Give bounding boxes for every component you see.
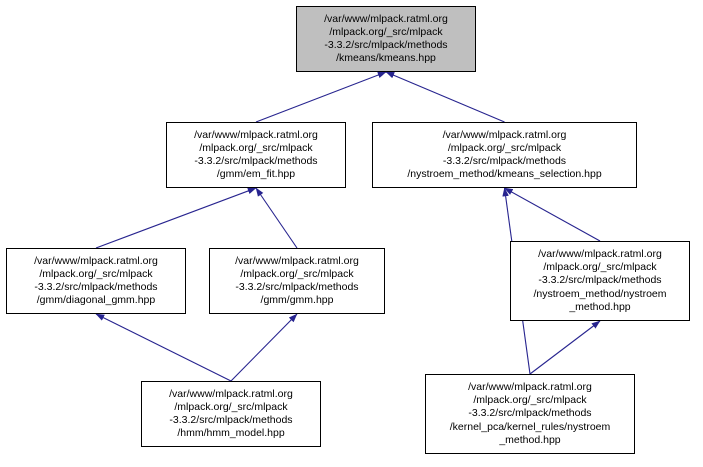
graph-edge-gmm-to-em_fit (256, 188, 297, 248)
graph-node-kernel_rules[interactable] (425, 374, 635, 454)
node-label-line: /gmm/gmm.hpp (260, 294, 334, 307)
node-label-line: /gmm/diagonal_gmm.hpp (36, 294, 156, 307)
graph-node-em_fit[interactable] (166, 122, 346, 188)
graph-edge-kernel_rules-to-nystroem_method (530, 321, 600, 374)
node-label-line: /hmm/hmm_model.hpp (177, 427, 285, 440)
node-label-line: /var/www/mlpack.ratml.org (194, 128, 318, 141)
node-label-line: /mlpack.org/_src/mlpack (240, 267, 354, 280)
graph-edge-nystroem_method-to-kmeans_selection (505, 188, 601, 241)
node-label-line: -3.3.2/src/mlpack/methods (194, 155, 318, 167)
graph-node-hmm_model[interactable] (141, 381, 321, 447)
node-label-line: /var/www/mlpack.ratml.org (34, 254, 158, 267)
node-label-line: _method.hpp (569, 300, 631, 313)
graph-node-nystroem_method[interactable] (510, 241, 690, 321)
node-label-line: /nystroem_method/nystroem (533, 287, 667, 300)
node-label-line: /var/www/mlpack.ratml.org (538, 247, 662, 260)
node-label-line: /mlpack.org/_src/mlpack (199, 141, 313, 154)
graph-node-diagonal_gmm[interactable] (6, 248, 186, 314)
graph-edge-hmm_model-to-diagonal_gmm (96, 314, 231, 381)
node-label-line: /mlpack.org/_src/mlpack (473, 394, 587, 407)
graph-node-kmeans[interactable] (296, 6, 476, 72)
graph-edge-kmeans_selection-to-kmeans (386, 72, 505, 122)
node-label-line: -3.3.2/src/mlpack/methods (235, 281, 359, 293)
graph-edge-em_fit-to-kmeans (256, 72, 386, 122)
node-label-line: -3.3.2/src/mlpack/methods (169, 414, 293, 426)
node-label-line: -3.3.2/src/mlpack/methods (442, 155, 567, 167)
node-label-line: /mlpack.org/_src/mlpack (543, 261, 657, 274)
node-label-line: -3.3.2/src/mlpack/methods (34, 281, 158, 293)
node-label-line: /mlpack.org/_src/mlpack (39, 267, 153, 280)
graph-edge-diagonal_gmm-to-em_fit (96, 188, 256, 248)
node-label-line: /kmeans/kmeans.hpp (336, 52, 436, 65)
node-label-line: /gmm/em_fit.hpp (216, 168, 296, 181)
node-label-line: /mlpack.org/_src/mlpack (174, 400, 288, 413)
node-label-line: /kernel_pca/kernel_rules/nystroem (449, 420, 611, 433)
node-label-line: -3.3.2/src/mlpack/methods (538, 274, 662, 287)
graph-node-gmm[interactable] (209, 248, 385, 314)
node-label-line: /var/www/mlpack.ratml.org (442, 128, 567, 141)
node-label-line: /nystroem_method/kmeans_selection.hpp (407, 168, 602, 181)
node-label-line: /var/www/mlpack.ratml.org (324, 12, 448, 25)
node-label-line: /mlpack.org/_src/mlpack (447, 141, 562, 154)
node-label-line: /var/www/mlpack.ratml.org (468, 380, 592, 393)
graph-node-kmeans_selection[interactable] (372, 122, 637, 188)
node-label-line: /var/www/mlpack.ratml.org (235, 254, 359, 267)
node-label-line: -3.3.2/src/mlpack/methods (468, 407, 592, 420)
node-label-line: /mlpack.org/_src/mlpack (329, 25, 443, 38)
node-label-line: -3.3.2/src/mlpack/methods (324, 39, 448, 51)
node-label-line: _method.hpp (499, 433, 561, 446)
graph-edge-hmm_model-to-gmm (231, 314, 297, 381)
node-label-line: /var/www/mlpack.ratml.org (169, 387, 293, 400)
